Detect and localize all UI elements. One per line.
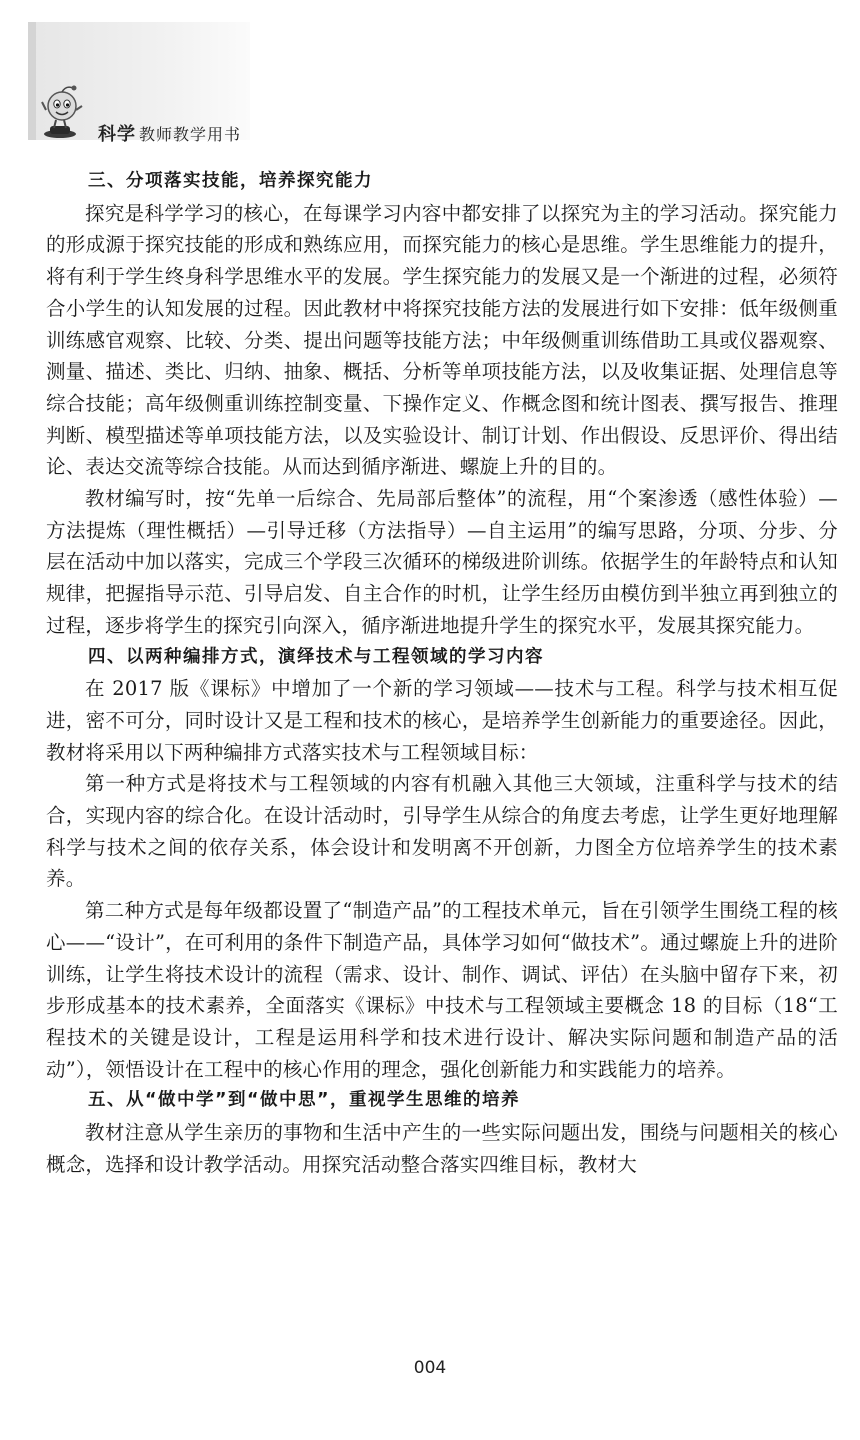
body-paragraph: 第一种方式是将技术与工程领域的内容有机融入其他三大领域，注重科学与技术的结合，实现内容的综合化。在设计活动时，引导学生从综合的角度去考虑，让学生更好地理解科学与技术之间的依存关系，体会设计和发明离不开创新，力图全方位培养学生的技术素养。	[46, 772, 838, 891]
body-paragraph: 教材编写时，按“先单一后综合、先局部后整体”的流程，用“个案渗透（感性体验）—方法提炼（理性概括）—引导迁移（方法指导）—自主运用”的编写思路，分项、分步、分层在活动中加以落实，完成三个学段三次循环的梯级进阶训练。依据学生的年龄特点和认知规律，把握指导示范、引导启发、自主合作的时机，让学生经历由模仿到半独立再到独立的过程，逐步将学生的探究引向深入，循序渐进地提升学生的探究水平，发展其探究能力。	[46, 487, 838, 637]
mascot-logo-icon	[40, 84, 96, 140]
section-heading: 五、从“做中学”到“做中思”，重视学生思维的培养	[88, 1090, 521, 1111]
body-paragraph: 教材注意从学生亲历的事物和生活中产生的一些实际问题出发，围绕与问题相关的核心概念，选择和设计教学活动。用探究活动整合落实四维目标，教材大	[46, 1121, 838, 1176]
book-type-label: 教师教学用书	[139, 125, 242, 144]
book-header-title	[98, 120, 241, 146]
section-heading: 三、分项落实技能，培养探究能力	[88, 171, 373, 191]
section-heading: 四、以两种编排方式，演绎技术与工程领域的学习内容	[88, 646, 544, 667]
body-paragraph: 探究是科学学习的核心，在每课学习内容中都安排了以探究为主的学习活动。探究能力的形成源于探究技能的形成和熟练应用，而探究能力的核心是思维。学生思维能力的提升，将有利于学生终身科学思维水平的发展。学生探究能力的发展又是一个渐进的过程，必须符合小学生的认知发展的过程。因此教材中将探究技能方法的发展进行如下安排：低年级侧重训练感官观察、比较、分类、提出问题等技能方法；中年级侧重训练借助工具或仪器观察、测量、描述、类比、归纳、抽象、概括、分析等单项技能方法，以及收集证据、处理信息等综合技能；高年级侧重训练控制变量、下操作定义、作概念图和统计图表、撰写报告、推理判断、模型描述等单项技能方法，以及实验设计、制订计划、作出假设、反思评价、得出结论、表达交流等综合技能。从而达到循序渐进、螺旋上升的目的。	[46, 201, 838, 479]
subject-label: 科学	[98, 124, 136, 145]
page-body	[46, 166, 838, 1181]
page-number: 004	[413, 1358, 447, 1378]
body-paragraph: 在 2017 版《课标》中增加了一个新的学习领域——技术与工程。科学与技术相互促进，密不可分，同时设计又是工程和技术的核心，是培养学生创新能力的重要途径。因此，教材将采用以下两种编排方式落实技术与工程领域目标：	[46, 677, 838, 764]
header-strip	[28, 22, 36, 140]
body-paragraph: 第二种方式是每年级都设置了“制造产品”的工程技术单元，旨在引领学生围绕工程的核心——“设计”，在可利用的条件下制造产品，具体学习如何“做技术”。通过螺旋上升的进阶训练，让学生将技术设计的流程（需求、设计、制作、调试、评估）在头脑中留存下来，初步形成基本的技术素养，全面落实《课标》中技术与工程领域主要概念 18 的目标（18“工程技术的关键是设计，工程是运用科学和技术进行设计、解决实际问题和制造产品的活动”），领悟设计在工程中的核心作用的理念，强化创新能力和实践能力的培养。	[46, 899, 838, 1081]
